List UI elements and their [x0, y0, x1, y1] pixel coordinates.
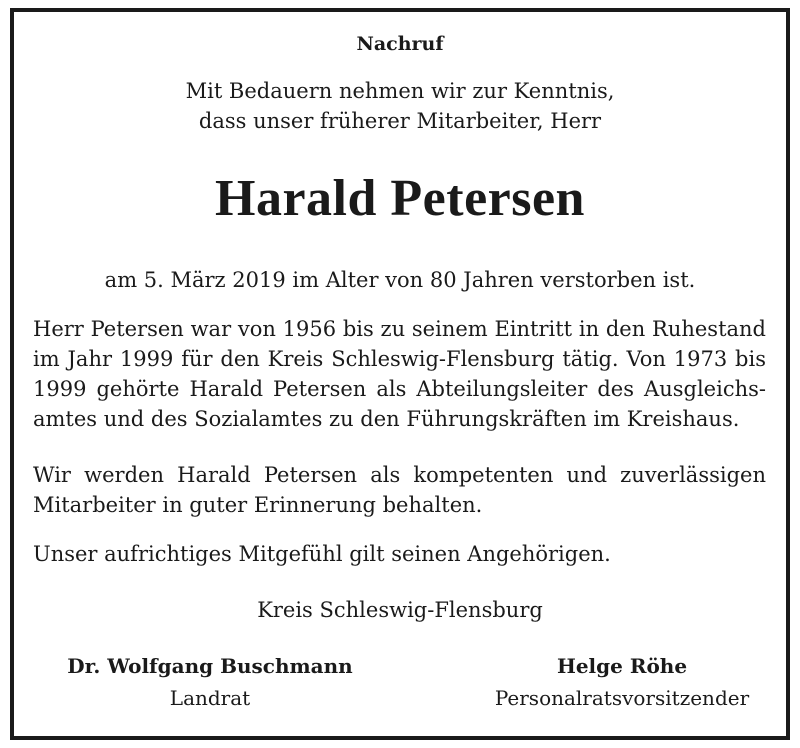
deceased-name: Harald Petersen	[215, 170, 585, 227]
notice-title: Nachruf	[356, 33, 444, 55]
signatory-name: Helge Röhe	[556, 654, 688, 678]
intro-line-1: Mit Bedauern nehmen wir zur Kenntnis,	[185, 79, 615, 103]
signatory-name: Dr. Wolfgang Buschmann	[67, 654, 353, 678]
signatory-right	[452, 651, 792, 715]
signatory-left	[40, 651, 380, 715]
organization-name: Kreis Schleswig-Flensburg	[257, 598, 543, 622]
intro-text	[0, 76, 800, 136]
intro-line-2: dass unser früherer Mitarbeiter, Herr	[198, 109, 602, 133]
remembrance-paragraph: Wir werden Harald Petersen als kompetenten und zuverlässigen Mitarbeiter in guter Erinnerung behalten.	[33, 463, 766, 517]
career-paragraph: Herr Petersen war von 1956 bis zu seinem Eintritt in den Ruhestand im Jahr 1999 für den Kreis Schleswig-Flensburg tätig. Von 1973 bis 1999 gehörte Harald Petersen als Abteilungsleiter des Ausgleichsamtes und des Sozialamtes zu den Führungskräften im Kreishaus.	[33, 317, 766, 431]
signatory-role: Landrat	[169, 686, 251, 710]
signatory-role: Personalratsvorsitzender	[494, 686, 750, 710]
condolence-paragraph: Unser aufrichtiges Mitgefühl gilt seinen Angehörigen.	[33, 542, 611, 566]
death-line: am 5. März 2019 im Alter von 80 Jahren verstorben ist.	[104, 268, 696, 292]
